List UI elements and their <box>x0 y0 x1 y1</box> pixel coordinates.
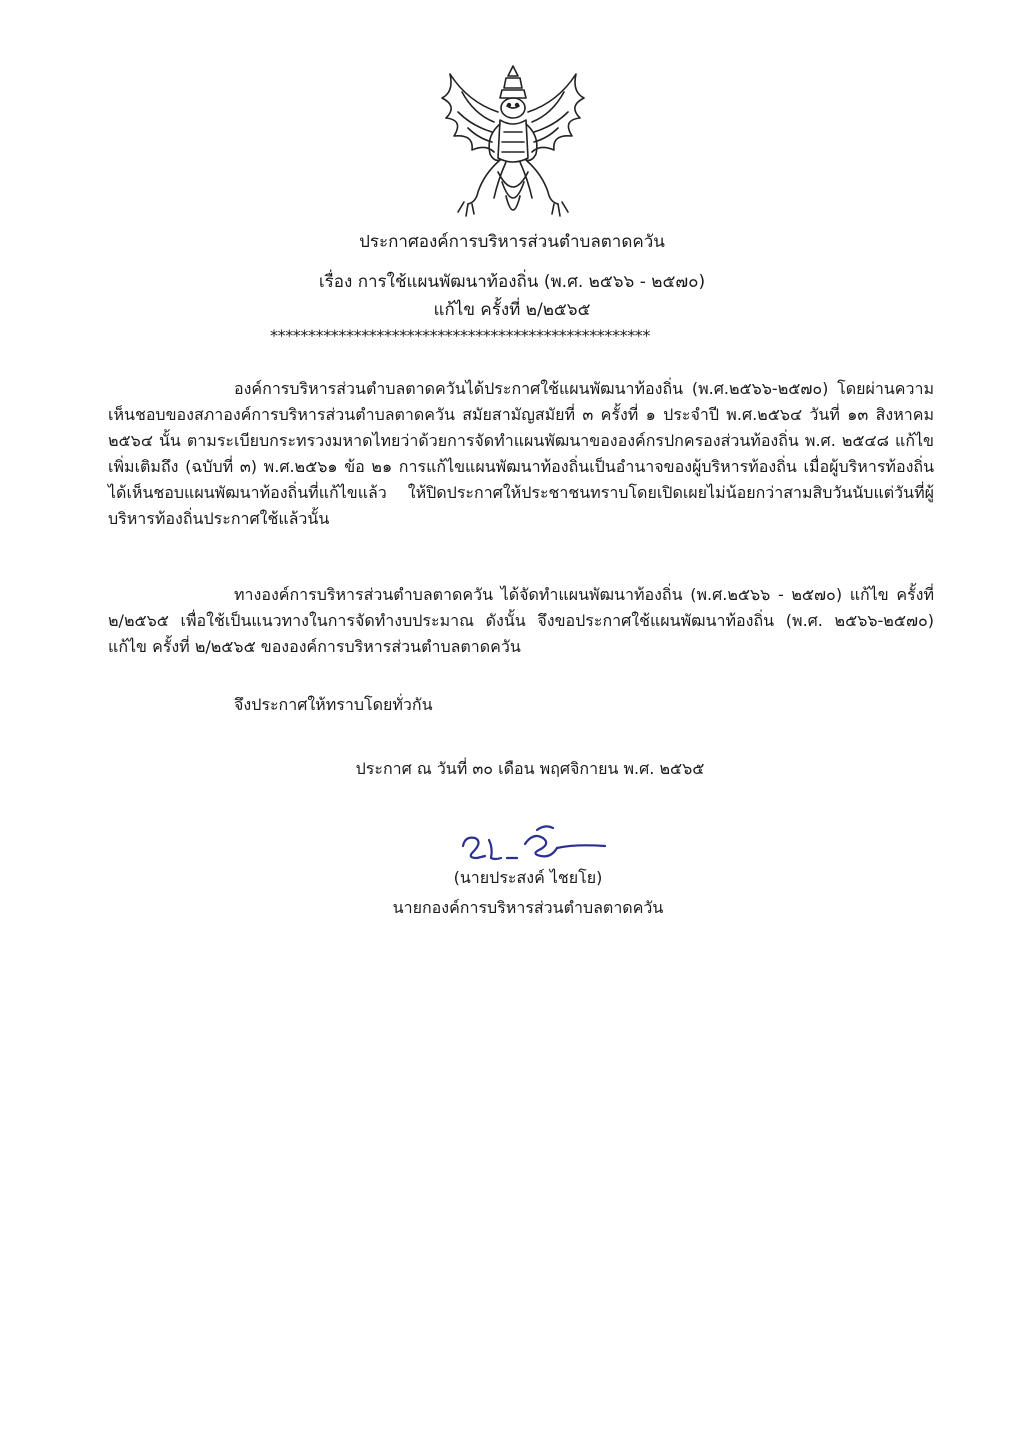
signer-name: (นายประสงค์ ไชยโย) <box>453 868 603 887</box>
announcement-date: ประกาศ ณ วันที่ ๓๐ เดือน พฤศจิกายน พ.ศ. ๒๕๖๕ <box>355 759 705 778</box>
signer-position: นายกองค์การบริหารส่วนตำบลตาดควัน <box>392 898 664 917</box>
body-paragraph-1: องค์การบริหารส่วนตำบลตาดควันได้ประกาศใช้แผนพัฒนาท้องถิ่น (พ.ศ.๒๕๖๖-๒๕๗๐) โดยผ่านความเห็นชอบของสภาองค์การบริหารส่วนตำบลตาดควัน สมัยสามัญสมัยที่ ๓ ครั้งที่ ๑ ประจำปี พ.ศ.๒๕๖๔ วันที่ ๑๓ สิงหาคม ๒๕๖๔ นั้น ตามระเบียบกระทรวงมหาดไทยว่าด้วยการจัดทำแผนพัฒนาขององค์กรปกครองส่วนท้องถิ่น พ.ศ. ๒๕๔๘ แก้ไขเพิ่มเติมถึง (ฉบับที่ ๓) พ.ศ.๒๕๖๑ ข้อ ๒๑ การแก้ไขแผนพัฒนาท้องถิ่นเป็นอำนาจของผู้บริหารท้องถิ่น เมื่อผู้บริหารท้องถิ่นได้เห็นชอบแผนพัฒนาท้องถิ่นที่แก้ไขแล้ว ให้ปิดประกาศให้ประชาชนทราบโดยเปิดเผยไม่น้อยกว่าสามสิบวันนับแต่วันที่ผู้บริหารท้องถิ่นประกาศใช้แล้วนั้น <box>108 379 934 528</box>
announcement-revision: แก้ไข ครั้งที่ ๒/๒๕๖๕ <box>433 300 591 320</box>
handwritten-signature <box>455 818 615 868</box>
announcement-subject: เรื่อง การใช้แผนพัฒนาท้องถิ่น (พ.ศ. ๒๕๖๖ - ๒๕๗๐) <box>318 272 706 292</box>
garuda-emblem-icon <box>428 62 598 232</box>
announcement-title: ประกาศองค์การบริหารส่วนตำบลตาดควัน <box>359 232 665 252</box>
body-paragraph-2: ทางองค์การบริหารส่วนตำบลตาดควัน ได้จัดทำแผนพัฒนาท้องถิ่น (พ.ศ.๒๕๖๖ - ๒๕๗๐) แก้ไข ครั้งที่ ๒/๒๕๖๕ เพื่อใช้เป็นแนวทางในการจัดทำงบประมาณ ดังนั้น จึงขอประกาศใช้แผนพัฒนาท้องถิ่น (พ.ศ. ๒๕๖๖-๒๕๗๐) แก้ไข ครั้งที่ ๒/๒๕๖๕ ขององค์การบริหารส่วนตำบลตาดควัน <box>108 585 934 656</box>
closing-statement: จึงประกาศให้ทราบโดยทั่วกัน <box>234 695 433 714</box>
separator-line: ************************************************** <box>270 326 651 345</box>
